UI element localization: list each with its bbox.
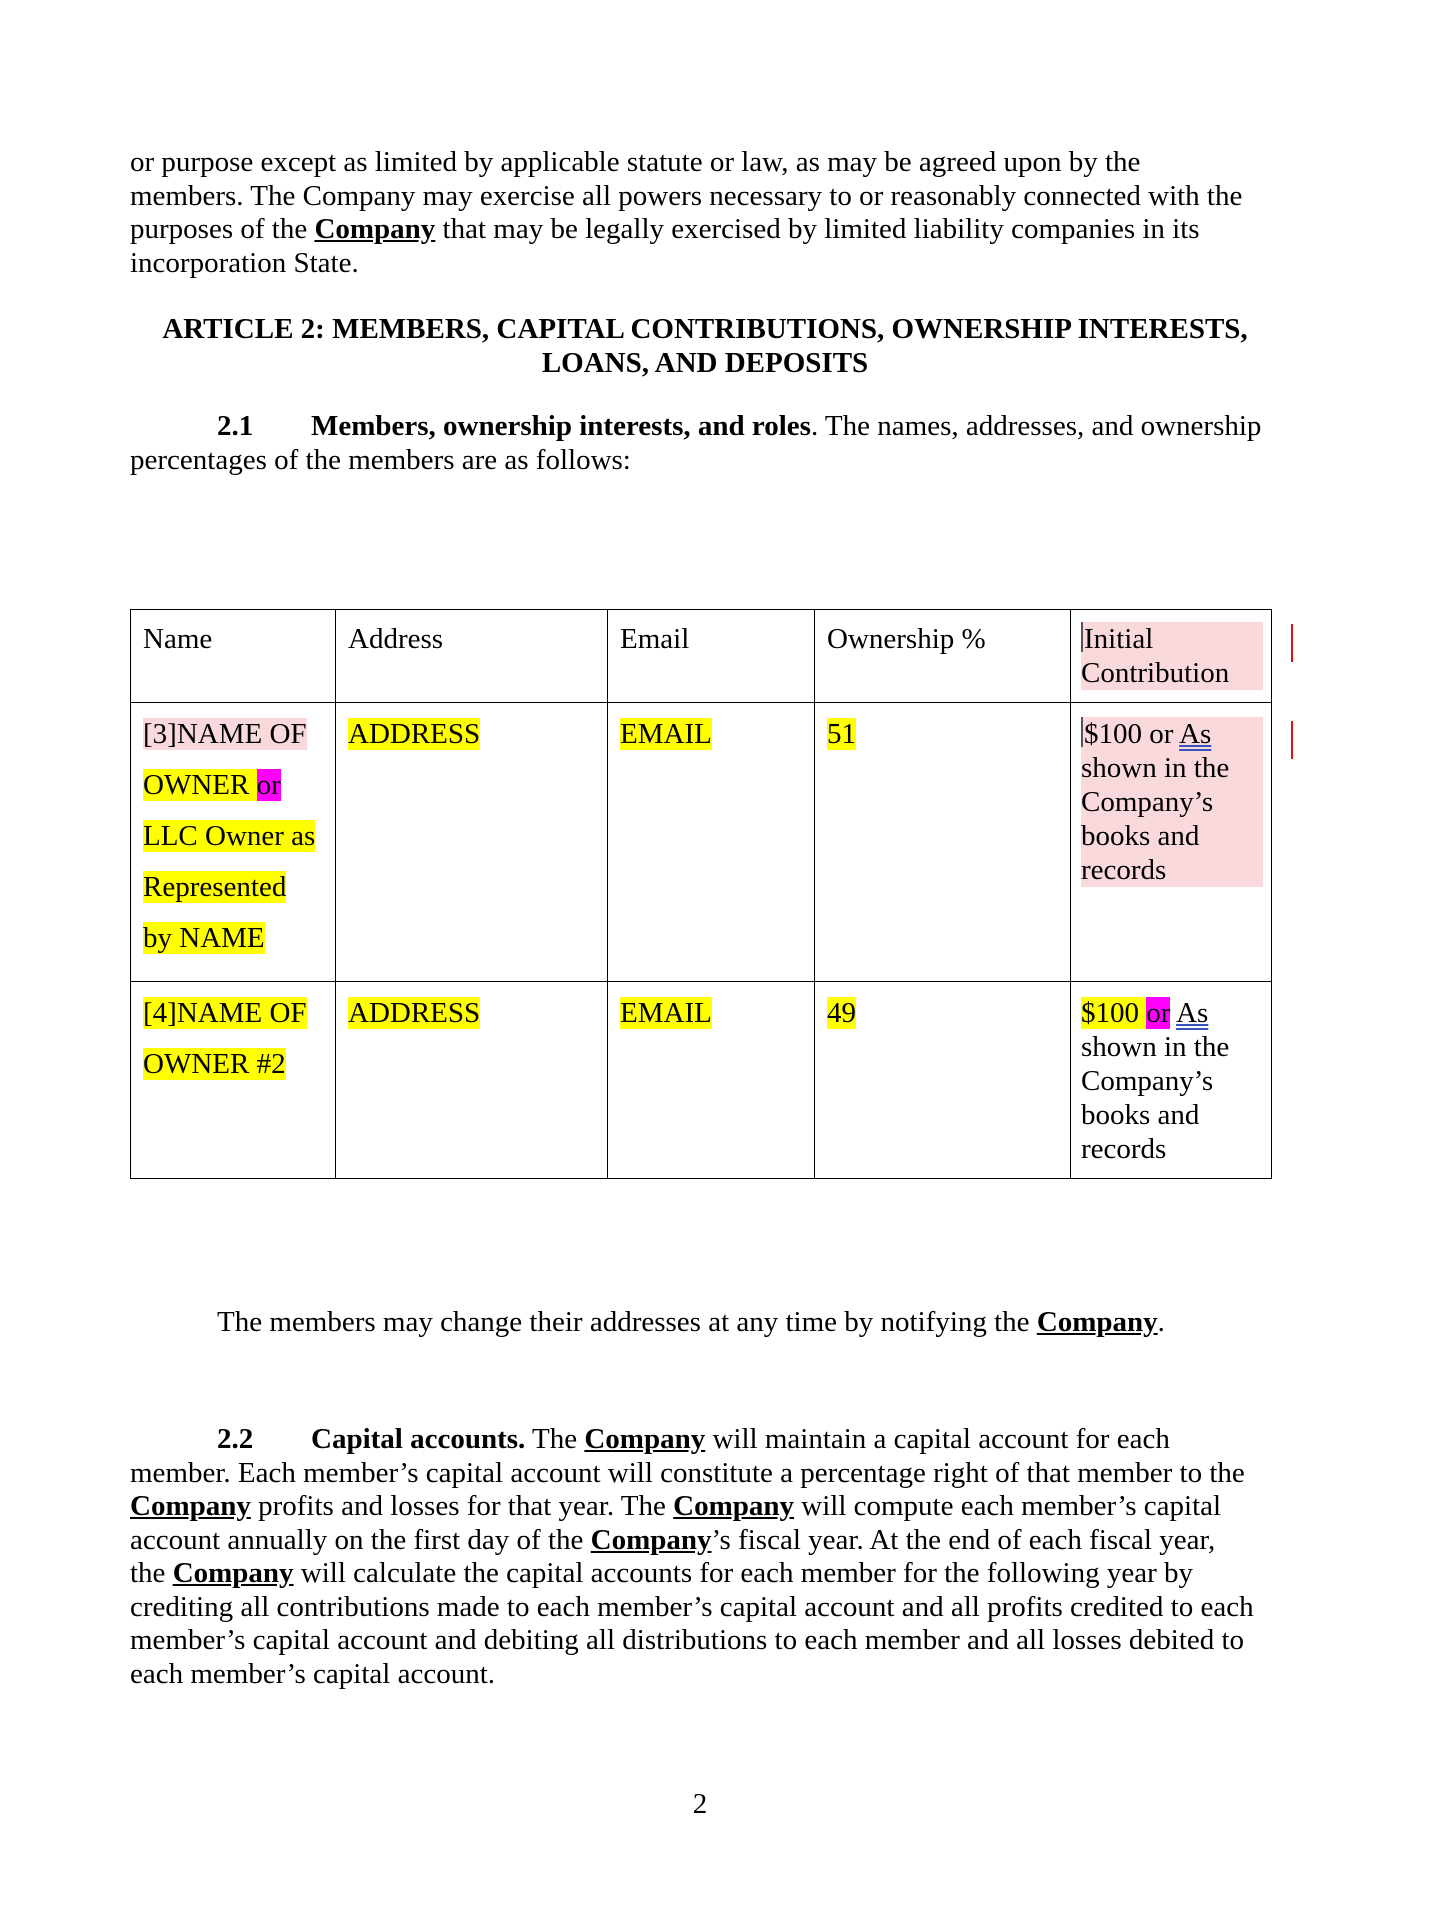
- company-term: Company: [314, 213, 436, 245]
- contribution-text: books and: [1081, 1099, 1200, 1131]
- section-text: profits and losses for that year. The: [250, 1490, 674, 1522]
- member-name: [3]NAME OF: [143, 718, 307, 750]
- or-highlight: or: [256, 769, 281, 801]
- ownership-cell: [815, 703, 1071, 982]
- ownership-cell: [815, 982, 1071, 1179]
- member-name: Represented: [143, 871, 287, 903]
- company-term: Company: [584, 1423, 706, 1455]
- section-text: ’s fiscal year. At the end of each fiscal year,: [711, 1523, 1216, 1556]
- contribution-text: shown in the: [1081, 1031, 1230, 1063]
- company-term: Company: [172, 1557, 294, 1589]
- intro-line: or purpose except as limited by applicable statute or law, as may be agreed upon by the: [130, 146, 1141, 178]
- member-name: [4]NAME OF: [143, 997, 307, 1029]
- section-text: will compute each member’s capital: [794, 1490, 1222, 1522]
- company-term: Company: [590, 1523, 712, 1556]
- company-term: Company: [1036, 1306, 1158, 1338]
- section-text: . The names, addresses, and ownership: [810, 410, 1262, 442]
- section-text: the: [130, 1557, 173, 1589]
- section-text: account annually on the first day of the: [130, 1523, 591, 1556]
- intro-line: purposes of the: [130, 213, 315, 245]
- contribution-as: As: [1176, 997, 1209, 1029]
- member-email: EMAIL: [620, 997, 712, 1029]
- section-text: each member’s capital account.: [130, 1657, 496, 1690]
- contribution-text: records: [1081, 854, 1167, 886]
- address-cell: [336, 982, 608, 1179]
- section-text: crediting all contributions made to each member’s capital account and all profits credited to each: [130, 1590, 1254, 1623]
- contribution-text: records: [1081, 1133, 1167, 1165]
- contribution-text: books and: [1081, 820, 1200, 852]
- member-address: ADDRESS: [348, 718, 481, 750]
- header-initial: Initial: [1084, 623, 1154, 655]
- section-number: 2.1: [217, 410, 254, 442]
- table-row: [131, 703, 1272, 982]
- address-change-note: [217, 1306, 1217, 1340]
- note-text: .: [1157, 1306, 1165, 1338]
- company-term: Company: [130, 1490, 251, 1522]
- member-name-cell: [131, 982, 336, 1179]
- section-number: 2.2: [217, 1423, 254, 1455]
- section-text: member. Each member’s capital account will constitute a percentage right of that member to the: [130, 1456, 1245, 1489]
- revision-mark: [1291, 721, 1293, 759]
- section-title: Members, ownership interests, and roles: [311, 410, 811, 442]
- section-2-1: [130, 410, 1280, 477]
- ownership-percent: 51: [827, 718, 856, 750]
- contribution-cell: [1071, 982, 1272, 1179]
- table-header-row: [131, 610, 1272, 703]
- member-name: by NAME: [143, 922, 265, 954]
- member-name: OWNER: [143, 769, 257, 801]
- contribution-amount: $100: [1081, 997, 1147, 1029]
- article-heading-line: LOANS, AND DEPOSITS: [541, 347, 869, 379]
- section-text: will maintain a capital account for each: [705, 1423, 1170, 1455]
- section-text: member’s capital account and debiting all distributions to each member and all losses debited to: [130, 1624, 1245, 1656]
- email-cell: [608, 703, 815, 982]
- contribution-text: Company’s: [1081, 786, 1214, 818]
- article-heading: [130, 312, 1280, 380]
- member-address: ADDRESS: [348, 997, 481, 1029]
- member-email: EMAIL: [620, 718, 712, 750]
- note-text: The members may change their addresses at any time by notifying the: [217, 1306, 1037, 1338]
- member-name-cell: [131, 703, 336, 982]
- header-contribution: Contribution: [1081, 657, 1230, 689]
- section-text: percentages of the members are as follows:: [130, 443, 631, 476]
- address-cell: [336, 703, 608, 982]
- table-row: [131, 982, 1272, 1179]
- text-cursor: [1081, 622, 1083, 652]
- article-heading-line: ARTICLE 2: MEMBERS, CAPITAL CONTRIBUTIONS, OWNERSHIP INTERESTS,: [162, 313, 1248, 345]
- contribution-text: Company’s: [1081, 1065, 1214, 1097]
- header-ownership: Ownership %: [815, 610, 1071, 703]
- or-highlight: or: [1146, 997, 1171, 1029]
- text-cursor: [1081, 717, 1083, 747]
- intro-line: that may be legally exercised by limited liability companies in its: [435, 213, 1200, 245]
- section-text: The: [525, 1423, 585, 1455]
- section-text: will calculate the capital accounts for each member for the following year by: [293, 1557, 1193, 1589]
- intro-paragraph: [130, 146, 1280, 280]
- header-address: Address: [336, 610, 608, 703]
- header-initial-contribution: [1071, 610, 1272, 703]
- members-table: [130, 609, 1272, 1179]
- section-title: Capital accounts.: [311, 1423, 526, 1455]
- contribution-as: As: [1179, 718, 1212, 750]
- ownership-percent: 49: [827, 997, 856, 1029]
- contribution-text: shown in the: [1081, 752, 1230, 784]
- company-term: Company: [673, 1490, 795, 1522]
- contribution-cell: [1071, 703, 1272, 982]
- revision-mark: [1291, 624, 1293, 662]
- header-email: Email: [608, 610, 815, 703]
- page-number: 2: [692, 1788, 708, 1820]
- intro-line: members. The Company may exercise all powers necessary to or reasonably connected with the: [130, 179, 1243, 212]
- header-name: Name: [131, 610, 336, 703]
- member-name: LLC Owner as: [143, 820, 316, 852]
- section-2-2: [130, 1423, 1280, 1691]
- intro-line: incorporation State.: [130, 246, 359, 279]
- contribution-amount: $100 or: [1084, 718, 1180, 750]
- member-name: OWNER #2: [143, 1048, 286, 1080]
- email-cell: [608, 982, 815, 1179]
